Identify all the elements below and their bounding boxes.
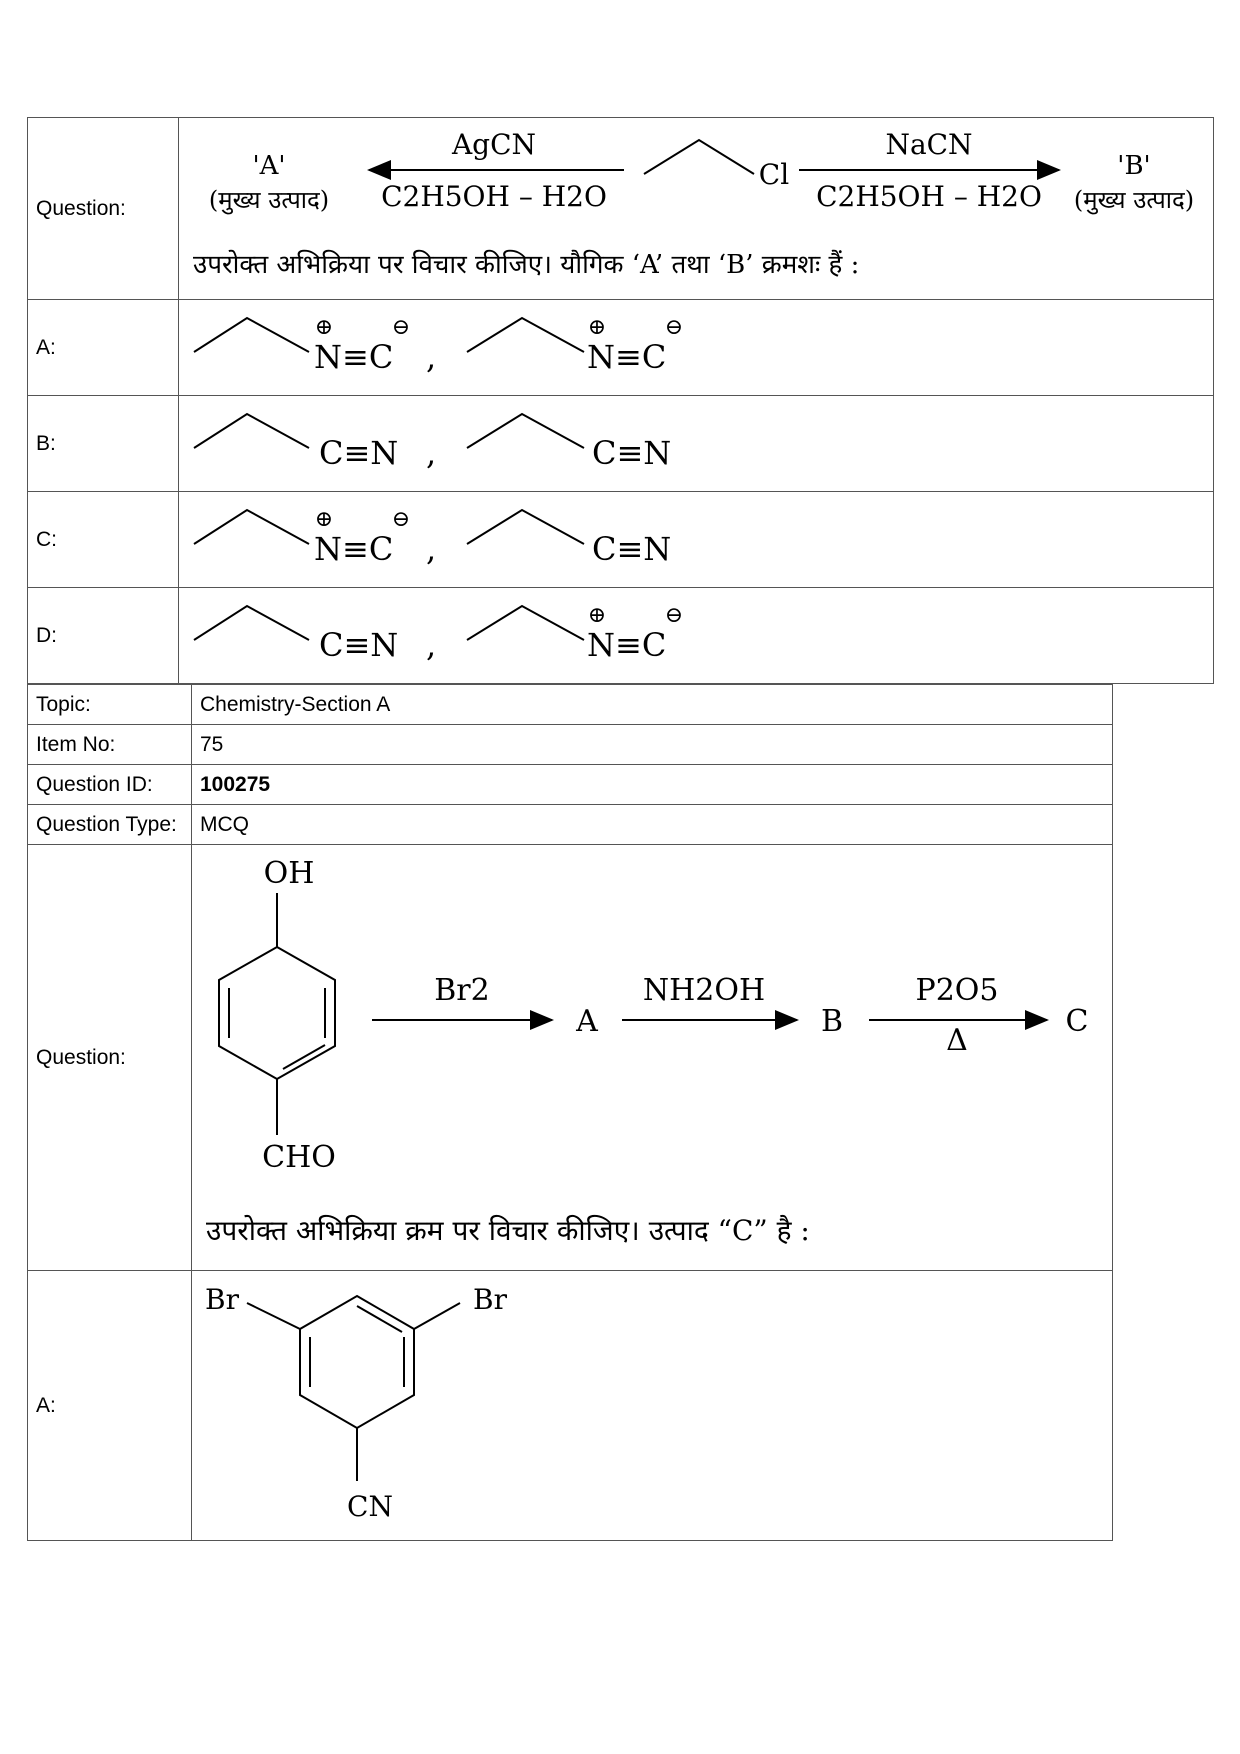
question-label: Question:	[28, 118, 179, 300]
option-a-label: A:	[28, 1271, 192, 1541]
left-solvent: C2H5OH – H2O	[381, 180, 607, 213]
first-group: C≡N	[319, 434, 399, 472]
svg-text:⊕: ⊕	[314, 315, 334, 340]
option-c-label: C:	[28, 492, 179, 588]
svg-text:⊕: ⊕	[314, 507, 334, 532]
second-group: C≡N	[592, 530, 672, 568]
option-c-content[interactable]	[179, 492, 1214, 588]
option-a-content[interactable]	[192, 1271, 1113, 1541]
option-a-content[interactable]	[179, 300, 1214, 396]
first-group: N≡C	[314, 530, 394, 568]
svg-text:⊖: ⊖	[391, 315, 411, 340]
first-group: N≡C	[314, 338, 394, 376]
question-type-value: MCQ	[192, 805, 1113, 845]
br-right: Br	[473, 1283, 507, 1316]
question-type-label: Question Type:	[28, 805, 192, 845]
br-left: Br	[205, 1283, 239, 1316]
question-text: उपरोक्त अभिक्रिया पर विचार कीजिए। यौगिक ‘A’ तथा ‘B’ क्रमशः हैं :	[193, 250, 860, 280]
substrate-chain	[644, 140, 754, 174]
question-table-1	[27, 117, 1214, 684]
left-product: 'A'	[252, 151, 286, 181]
svg-text:,: ,	[426, 338, 437, 376]
option-b-content[interactable]	[179, 396, 1214, 492]
option-a-structure	[179, 300, 1209, 390]
svg-text:⊖: ⊖	[391, 507, 411, 532]
option-a-structure	[192, 1271, 1112, 1535]
option-d-structure	[179, 588, 1209, 678]
option-d-label: D:	[28, 588, 179, 684]
right-product: 'B'	[1117, 151, 1151, 181]
question-text: उपरोक्त अभिक्रिया क्रम पर विचार कीजिए। उत्पाद “C” है :	[206, 1214, 810, 1247]
question-id-label: Question ID:	[28, 765, 192, 805]
oh-group: OH	[263, 856, 315, 891]
option-c-structure	[179, 492, 1209, 582]
option-d-content[interactable]	[179, 588, 1214, 684]
cho-group: CHO	[262, 1140, 336, 1175]
item-no-value: 75	[192, 725, 1113, 765]
reaction-sequence	[192, 845, 1112, 1265]
reaction-scheme	[179, 118, 1209, 294]
first-group: C≡N	[319, 626, 399, 664]
question-content	[192, 845, 1113, 1271]
benzene-ring	[300, 1296, 414, 1428]
svg-text:,: ,	[426, 434, 437, 472]
question-label: Question:	[28, 845, 192, 1271]
right-product-note: (मुख्य उत्पाद)	[1073, 186, 1195, 214]
br2-reagent: Br2	[434, 973, 490, 1008]
option-b-label: B:	[28, 396, 179, 492]
chlorine-atom: Cl	[758, 158, 790, 191]
benzene-ring	[219, 947, 335, 1079]
intermediate-b: B	[820, 1004, 844, 1039]
second-group: N≡C	[587, 626, 667, 664]
question-id-value: 100275	[192, 765, 1113, 805]
second-group: C≡N	[592, 434, 672, 472]
svg-text:⊖: ⊖	[664, 315, 684, 340]
nh2oh-reagent: NH2OH	[642, 973, 766, 1008]
topic-value: Chemistry-Section A	[192, 685, 1113, 725]
svg-text:⊖: ⊖	[664, 603, 684, 628]
question-table-2	[27, 684, 1113, 1541]
second-group: N≡C	[587, 338, 667, 376]
agcn-reagent: AgCN	[451, 128, 537, 161]
svg-text:⊕: ⊕	[587, 315, 607, 340]
nacn-reagent: NaCN	[885, 128, 973, 161]
question-content	[179, 118, 1214, 300]
product-c: C	[1065, 1004, 1089, 1039]
right-solvent: C2H5OH – H2O	[816, 180, 1042, 213]
intermediate-a: A	[576, 1004, 598, 1039]
left-product-note: (मुख्य उत्पाद)	[208, 186, 330, 214]
svg-text:,: ,	[426, 626, 437, 664]
cn-group: CN	[347, 1490, 393, 1523]
p2o5-reagent: P2O5	[915, 973, 999, 1008]
heat-symbol: Δ	[946, 1023, 968, 1058]
option-b-structure	[179, 396, 1209, 486]
item-no-label: Item No:	[28, 725, 192, 765]
topic-label: Topic:	[28, 685, 192, 725]
svg-text:⊕: ⊕	[587, 603, 607, 628]
svg-text:,: ,	[426, 530, 437, 568]
option-a-label: A:	[28, 300, 179, 396]
